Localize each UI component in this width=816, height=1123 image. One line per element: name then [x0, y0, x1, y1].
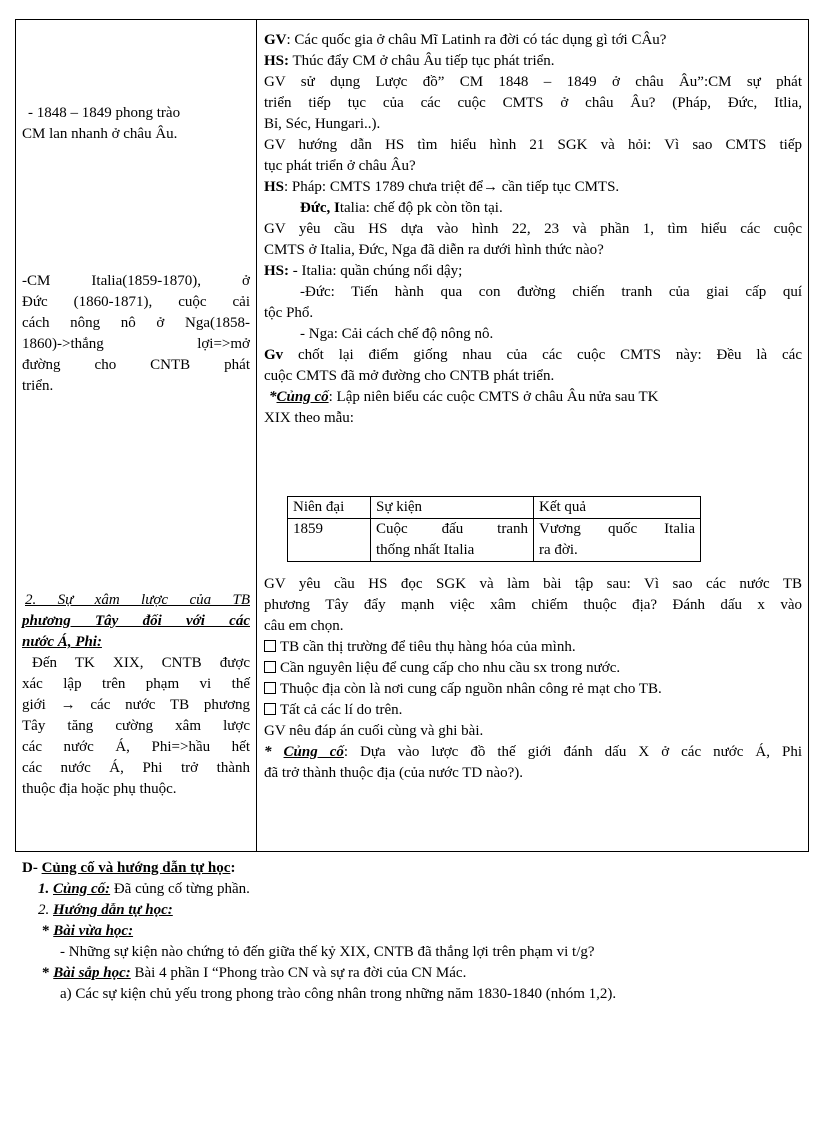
- text-line: triển tiếp tục của các cuộc CMTS ở châu Âu? (Pháp, Đức, Itlia,: [264, 95, 802, 111]
- cell-year: 1859: [288, 519, 371, 562]
- right-activities-1: [264, 30, 802, 429]
- right-activities-2: [264, 574, 802, 784]
- option-row[interactable]: [264, 700, 802, 721]
- text-line: [264, 51, 802, 72]
- text-line: GV hướng dẫn HS tìm hiểu hình 21 SGK và hỏi: Vì sao CMTS tiếp: [264, 137, 802, 153]
- text-line: [264, 198, 802, 219]
- text-line: CMTS ở Italia, Đức, Nga đã diễn ra dưới hình thức nào?: [264, 242, 604, 258]
- heading-line: nước Á, Phi:: [22, 634, 102, 650]
- text-line: GV sử dụng Lược đồ” CM 1848 – 1849 ở châu Âu”:CM sự phát: [264, 74, 802, 90]
- text-line: đã trở thành thuộc địa (của nước TD nào?).: [264, 765, 524, 781]
- text-span: *: [42, 965, 54, 981]
- text-span: Thúc đẩy CM ở châu Âu tiếp tục phát triển.: [289, 53, 555, 69]
- left-point-italia: [22, 271, 250, 397]
- text-line: GV yêu cầu HS dựa vào hình 22, 23 và phần 1, tìm hiểu các cuộc: [264, 221, 802, 237]
- option-row[interactable]: [264, 679, 802, 700]
- text-span: *: [42, 923, 54, 939]
- text-span: Bài sắp học:: [53, 965, 131, 981]
- text-span: lợi=>mở: [197, 336, 250, 352]
- text-span: chốt lại điểm giống nhau của các cuộc CMTS này: Đều là các: [283, 347, 802, 363]
- text-span: : Dựa vào lược đồ thế giới đánh dấu X ở các nước Á, Phi: [343, 744, 802, 760]
- text-line: Đến TK XIX, CNTB được: [32, 655, 250, 671]
- text-line: triển.: [22, 378, 54, 394]
- cell-line: Vương quốc Italia: [539, 521, 695, 537]
- cell-line: ra đời.: [539, 542, 578, 558]
- section-d-title: [22, 858, 812, 879]
- text-line: -CM Italia(1859-1870), ở: [22, 273, 250, 289]
- text-line: Bỉ, Séc, Hungari..).: [264, 116, 381, 132]
- checkbox-icon[interactable]: [264, 703, 276, 715]
- column-divider: [256, 19, 257, 852]
- label-gv: GV: [264, 32, 287, 48]
- text-line: XIX theo mẫu:: [264, 410, 354, 426]
- header-cell: Kết quả: [534, 497, 701, 519]
- text-span: : Lập niên biểu các cuộc CMTS ở châu Âu nửa sau TK: [328, 389, 659, 405]
- option-text: Thuộc địa còn là nơi cung cấp nguồn nhân công rẻ mạt cho TB.: [280, 681, 662, 697]
- text-span: cho: [94, 357, 117, 373]
- text-line: - Những sự kiện nào chứng tỏ đến giữa thế kỷ XIX, CNTB đã thắng lợi trên phạm vi t/g?: [60, 944, 595, 960]
- cell-line: thống nhất Italia: [376, 542, 475, 558]
- text-line: tục phát triển ở châu Âu?: [264, 158, 416, 174]
- label-cung-co: Củng cố: [283, 744, 344, 760]
- text-line: giới → các nước TB phương: [22, 697, 250, 713]
- text-span: Hướng dẫn tự học:: [53, 902, 173, 918]
- heading-line: 2. Sự xâm lược của TB: [25, 592, 250, 608]
- text-line: [22, 900, 812, 921]
- header-cell: Niên đại: [288, 497, 371, 519]
- text-line: tộc Phổ.: [264, 305, 314, 321]
- text-span: 2.: [38, 902, 53, 918]
- text-line: [264, 261, 802, 282]
- text-line: - 1848 – 1849 phong trào: [28, 105, 181, 121]
- checkbox-icon[interactable]: [264, 640, 276, 652]
- text-span: D-: [22, 860, 42, 876]
- text-line: các nước Á, Phi=>hầu hết: [22, 739, 250, 755]
- text-span: Bài vừa học:: [53, 923, 134, 939]
- header-cell: Sự kiện: [371, 497, 534, 519]
- option-text: TB cần thị trường để tiêu thụ hàng hóa của mình.: [280, 639, 576, 655]
- text-line: [22, 963, 812, 984]
- label-duc: Đức, I: [300, 200, 340, 216]
- section-d: [22, 858, 812, 1005]
- cell-line: Cuộc đấu tranh: [376, 521, 528, 537]
- text-line: câu em chọn.: [264, 618, 344, 634]
- cell-result: [534, 519, 701, 562]
- text-line: thuộc địa hoặc phụ thuộc.: [22, 781, 177, 797]
- text-span: : Pháp: CMTS 1789 chưa triệt để→ cần tiếp tục CMTS.: [284, 179, 620, 195]
- text-line: [264, 345, 802, 366]
- option-text: Tất cả các lí do trên.: [280, 702, 403, 718]
- star-mark: *: [264, 744, 284, 760]
- option-row[interactable]: [264, 658, 802, 679]
- label-hs: HS:: [264, 53, 290, 69]
- text-span: - Italia: quần chúng nổi dậy;: [289, 263, 463, 279]
- star-mark: *: [269, 389, 277, 405]
- text-span: CNTB: [150, 357, 191, 373]
- section-2-paragraph: [22, 653, 250, 800]
- checkbox-icon[interactable]: [264, 682, 276, 694]
- label-hs: HS: [264, 179, 285, 195]
- text-span: talia: chế độ pk còn tồn tại.: [339, 200, 503, 216]
- text-line: Tây tăng cường xâm lược: [22, 718, 250, 734]
- text-line: [264, 30, 802, 51]
- text-line: [22, 334, 250, 355]
- text-line: -Đức: Tiến hành qua con đường chiến tranh của giai cấp quí: [300, 284, 802, 300]
- text-span: đường: [22, 357, 61, 373]
- text-span: 1860)->thắng: [22, 336, 104, 352]
- text-span: Đã củng cố từng phần.: [110, 881, 250, 897]
- text-span: :: [230, 860, 236, 876]
- text-line: [264, 387, 802, 408]
- section-2-heading: [22, 590, 250, 653]
- text-line: [264, 742, 802, 763]
- text-line: [22, 879, 812, 900]
- option-text: Cần nguyên liệu để cung cấp cho nhu cầu sx trong nước.: [280, 660, 621, 676]
- text-line: - Nga: Cải cách chế độ nông nô.: [300, 326, 494, 342]
- text-line: a) Các sự kiện chủ yếu trong phong trào công nhân trong những năm 1830-1840 (nhóm 1,2).: [60, 986, 617, 1002]
- text-span: : Các quốc gia ở châu Mĩ Latinh ra đời có tác dụng gì tới CÂu?: [286, 32, 667, 48]
- text-line: Đức (1860-1871), cuộc cải: [22, 294, 250, 310]
- text-line: [264, 177, 802, 198]
- table-header-row: [288, 497, 701, 519]
- label-gv: Gv: [264, 347, 284, 363]
- text-line: GV yêu cầu HS đọc SGK và làm bài tập sau: Vì sao các nước TB: [264, 576, 802, 592]
- text-line: [22, 921, 812, 942]
- text-line: cuộc CMTS đã mở đường cho CNTB phát triển.: [264, 368, 555, 384]
- chronology-table: [287, 496, 701, 562]
- option-row[interactable]: [264, 637, 802, 658]
- text-line: phương Tây đẩy mạnh việc xâm chiếm thuộc địa? Đánh dấu x vào: [264, 597, 802, 613]
- label-cung-co: Củng cố: [276, 389, 329, 405]
- heading-line: phương Tây đối với các: [22, 613, 250, 629]
- text-span: Củng cố và hướng dẫn tự học: [41, 860, 231, 876]
- text-span: 1.: [38, 881, 53, 897]
- text-line: xác lập trên phạm vi thế: [22, 676, 250, 692]
- left-point-1848: [22, 103, 250, 145]
- text-span: phát: [224, 357, 250, 373]
- checkbox-icon[interactable]: [264, 661, 276, 673]
- text-line: các nước Á, Phi trở thành: [22, 760, 250, 776]
- text-line: [22, 355, 250, 376]
- text-line: CM lan nhanh ở châu Âu.: [22, 126, 178, 142]
- text-span: Củng cố:: [53, 881, 111, 897]
- label-hs: HS:: [264, 263, 290, 279]
- cell-event: [371, 519, 534, 562]
- text-line: cách nông nô ở Nga(1858-: [22, 315, 250, 331]
- text-span: Bài 4 phần I “Phong trào CN và sự ra đời của CN Mác.: [130, 965, 467, 981]
- table-row: [288, 519, 701, 562]
- text-line: GV nêu đáp án cuối cùng và ghi bài.: [264, 723, 484, 739]
